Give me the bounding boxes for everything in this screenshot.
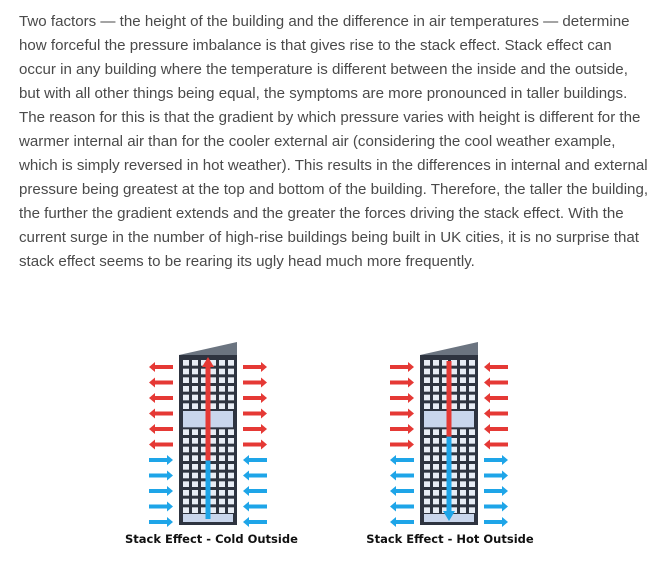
window xyxy=(192,386,198,392)
window xyxy=(228,403,234,409)
air-arrow xyxy=(249,458,267,462)
window xyxy=(451,455,457,461)
air-arrow xyxy=(155,381,173,385)
window xyxy=(451,464,457,470)
window xyxy=(433,438,439,444)
air-arrow-head xyxy=(149,378,155,388)
window xyxy=(183,473,189,479)
window xyxy=(210,455,216,461)
air-arrow-head xyxy=(408,378,414,388)
window xyxy=(469,438,475,444)
window xyxy=(460,395,466,401)
air-arrow xyxy=(243,412,261,416)
air-arrow xyxy=(484,505,502,509)
window xyxy=(210,438,216,444)
window xyxy=(424,377,430,383)
air-arrow xyxy=(249,505,267,509)
air-arrow-head xyxy=(243,517,249,527)
air-arrow xyxy=(149,458,167,462)
air-arrow-head xyxy=(408,409,414,419)
window xyxy=(460,377,466,383)
window xyxy=(469,455,475,461)
air-arrow xyxy=(155,427,173,431)
window xyxy=(192,395,198,401)
air-arrow-head xyxy=(167,455,173,465)
window xyxy=(469,447,475,453)
window xyxy=(433,447,439,453)
window xyxy=(219,438,225,444)
window xyxy=(210,481,216,487)
air-arrow-head xyxy=(243,455,249,465)
window xyxy=(460,499,466,505)
air-arrow xyxy=(249,520,267,524)
window xyxy=(192,438,198,444)
window xyxy=(424,464,430,470)
air-arrow xyxy=(390,443,408,447)
window xyxy=(451,447,457,453)
window xyxy=(451,360,457,366)
air-arrow xyxy=(243,443,261,447)
window xyxy=(433,481,439,487)
window xyxy=(210,395,216,401)
window xyxy=(424,360,430,366)
window xyxy=(192,369,198,375)
air-arrow xyxy=(149,474,167,478)
window xyxy=(469,490,475,496)
window xyxy=(451,429,457,435)
window xyxy=(228,369,234,375)
window xyxy=(219,499,225,505)
air-arrow-head xyxy=(502,502,508,512)
air-arrow-head xyxy=(149,409,155,419)
window xyxy=(192,490,198,496)
window xyxy=(433,507,439,513)
window xyxy=(210,499,216,505)
air-arrow xyxy=(490,381,508,385)
window xyxy=(228,507,234,513)
air-arrow xyxy=(490,412,508,416)
air-arrow xyxy=(484,489,502,493)
window xyxy=(460,438,466,444)
window xyxy=(183,455,189,461)
hot-building-illustration xyxy=(366,330,534,530)
window xyxy=(219,403,225,409)
air-arrow xyxy=(484,474,502,478)
window xyxy=(469,403,475,409)
air-arrow xyxy=(490,427,508,431)
window xyxy=(469,386,475,392)
air-arrow xyxy=(149,489,167,493)
air-arrow xyxy=(390,427,408,431)
window xyxy=(192,429,198,435)
window xyxy=(210,464,216,470)
window xyxy=(424,386,430,392)
window xyxy=(451,481,457,487)
window xyxy=(460,455,466,461)
air-arrow xyxy=(396,520,414,524)
window xyxy=(228,386,234,392)
window xyxy=(183,386,189,392)
air-arrow-head xyxy=(243,486,249,496)
air-arrow-head xyxy=(243,502,249,512)
window xyxy=(183,395,189,401)
window xyxy=(469,499,475,505)
air-arrow xyxy=(243,381,261,385)
window xyxy=(228,429,234,435)
hot-figure-caption: Stack Effect - Hot Outside xyxy=(366,532,534,546)
window xyxy=(228,481,234,487)
window xyxy=(228,490,234,496)
window xyxy=(183,403,189,409)
air-arrow xyxy=(390,381,408,385)
window xyxy=(424,369,430,375)
window xyxy=(210,447,216,453)
air-arrow xyxy=(155,412,173,416)
air-arrow-head xyxy=(408,393,414,403)
window xyxy=(183,438,189,444)
window xyxy=(192,377,198,383)
window xyxy=(183,429,189,435)
cold-figure-caption: Stack Effect - Cold Outside xyxy=(125,532,298,546)
air-arrow-head xyxy=(408,424,414,434)
window xyxy=(228,377,234,383)
air-arrow-head xyxy=(484,409,490,419)
window xyxy=(424,455,430,461)
window xyxy=(219,455,225,461)
air-arrow-head xyxy=(261,378,267,388)
window xyxy=(469,360,475,366)
air-arrow xyxy=(243,365,261,369)
window xyxy=(210,369,216,375)
air-arrow-head xyxy=(167,471,173,481)
air-arrow-head xyxy=(502,486,508,496)
air-arrow-head xyxy=(261,440,267,450)
window xyxy=(469,429,475,435)
window xyxy=(219,447,225,453)
window xyxy=(228,473,234,479)
window xyxy=(424,473,430,479)
roof xyxy=(179,342,237,355)
window xyxy=(228,455,234,461)
window xyxy=(219,377,225,383)
window xyxy=(219,464,225,470)
window xyxy=(460,429,466,435)
air-arrow-head xyxy=(390,471,396,481)
window xyxy=(451,369,457,375)
air-arrow xyxy=(243,427,261,431)
air-arrow xyxy=(149,505,167,509)
window xyxy=(183,481,189,487)
window xyxy=(469,507,475,513)
window xyxy=(210,377,216,383)
window xyxy=(183,464,189,470)
window xyxy=(469,395,475,401)
window xyxy=(192,481,198,487)
window xyxy=(460,464,466,470)
article-paragraph: Two factors — the height of the building and the difference in air temperatures — determine how forceful the pressure imbalance is that gives rise to the stack effect. Stack effect can occur in any building where the temperature is different between the inside and the outside, but with all other things being equal, the symptoms are more pronounced in taller buildings. The reason for this is that the gradient by which pressure varies with height is different for the warmer internal air than for the cooler external air (considering the cool weather example, which is simply reversed in hot weather). This results in the differences in internal and external pressure being greatest at the top and bottom of the building. Therefore, the taller the building, the further the gradient extends and the greater the forces driving the stack effect. With the current surge in the number of high-rise buildings being built in UK cities, it is no surprise that stack effect seems to be rearing its ugly head much more frequently. xyxy=(19,13,649,270)
window xyxy=(424,429,430,435)
window xyxy=(451,395,457,401)
air-arrow-head xyxy=(261,393,267,403)
window xyxy=(192,507,198,513)
window xyxy=(433,464,439,470)
window xyxy=(219,395,225,401)
window xyxy=(228,395,234,401)
window xyxy=(192,473,198,479)
air-arrow-head xyxy=(261,409,267,419)
air-arrow-head xyxy=(502,471,508,481)
air-arrow-head xyxy=(390,486,396,496)
air-arrow-head xyxy=(149,440,155,450)
air-arrow xyxy=(249,474,267,478)
air-arrow-head xyxy=(261,362,267,372)
window xyxy=(424,481,430,487)
window xyxy=(460,473,466,479)
window xyxy=(433,490,439,496)
air-arrow-head xyxy=(502,517,508,527)
window xyxy=(469,377,475,383)
air-arrow-head xyxy=(502,455,508,465)
window xyxy=(424,447,430,453)
window xyxy=(460,386,466,392)
air-arrow-head xyxy=(167,517,173,527)
window xyxy=(219,507,225,513)
window xyxy=(219,481,225,487)
air-arrow-head xyxy=(484,378,490,388)
air-arrow xyxy=(490,365,508,369)
air-arrow xyxy=(390,396,408,400)
window xyxy=(183,360,189,366)
window xyxy=(183,447,189,453)
window xyxy=(433,377,439,383)
window xyxy=(228,464,234,470)
air-arrow xyxy=(243,396,261,400)
window xyxy=(183,369,189,375)
window xyxy=(451,403,457,409)
window xyxy=(219,490,225,496)
window xyxy=(469,369,475,375)
window xyxy=(469,464,475,470)
window xyxy=(183,507,189,513)
window xyxy=(433,369,439,375)
window xyxy=(192,403,198,409)
air-arrow-head xyxy=(149,362,155,372)
window xyxy=(460,507,466,513)
window xyxy=(433,395,439,401)
air-arrow-head xyxy=(484,362,490,372)
window xyxy=(460,403,466,409)
window xyxy=(424,499,430,505)
air-arrow-head xyxy=(484,424,490,434)
air-arrow-head xyxy=(408,362,414,372)
air-arrow xyxy=(390,412,408,416)
window xyxy=(433,403,439,409)
window xyxy=(460,360,466,366)
window xyxy=(228,499,234,505)
window xyxy=(210,386,216,392)
window xyxy=(460,447,466,453)
window xyxy=(460,369,466,375)
air-arrow xyxy=(396,489,414,493)
window xyxy=(183,377,189,383)
roof xyxy=(420,342,478,355)
window xyxy=(228,447,234,453)
window xyxy=(469,481,475,487)
air-arrow xyxy=(390,365,408,369)
window xyxy=(451,499,457,505)
air-arrow xyxy=(490,443,508,447)
air-arrow-head xyxy=(390,502,396,512)
window xyxy=(210,403,216,409)
window xyxy=(219,429,225,435)
window xyxy=(228,360,234,366)
air-arrow-head xyxy=(243,471,249,481)
window xyxy=(460,490,466,496)
window xyxy=(424,507,430,513)
window xyxy=(424,438,430,444)
window xyxy=(451,377,457,383)
air-arrow-head xyxy=(408,440,414,450)
window xyxy=(451,386,457,392)
air-arrow xyxy=(490,396,508,400)
window xyxy=(219,473,225,479)
window xyxy=(424,490,430,496)
air-arrow xyxy=(149,520,167,524)
window xyxy=(192,455,198,461)
air-arrow-head xyxy=(167,486,173,496)
window xyxy=(210,490,216,496)
window xyxy=(433,499,439,505)
window xyxy=(433,386,439,392)
air-arrow-head xyxy=(484,393,490,403)
window xyxy=(451,438,457,444)
window xyxy=(460,481,466,487)
window xyxy=(433,429,439,435)
window xyxy=(424,395,430,401)
window xyxy=(210,429,216,435)
air-arrow-head xyxy=(261,424,267,434)
window xyxy=(433,360,439,366)
window xyxy=(433,455,439,461)
window xyxy=(192,499,198,505)
window xyxy=(469,473,475,479)
window xyxy=(192,464,198,470)
air-arrow xyxy=(484,458,502,462)
window xyxy=(433,473,439,479)
air-arrow xyxy=(484,520,502,524)
air-arrow-head xyxy=(149,424,155,434)
window xyxy=(424,403,430,409)
window xyxy=(451,490,457,496)
air-arrow xyxy=(396,474,414,478)
air-arrow-head xyxy=(149,393,155,403)
cold-building-illustration xyxy=(125,330,293,530)
air-arrow xyxy=(155,396,173,400)
window xyxy=(183,499,189,505)
window xyxy=(192,360,198,366)
air-arrow-head xyxy=(167,502,173,512)
air-arrow-head xyxy=(390,455,396,465)
window xyxy=(451,473,457,479)
air-arrow xyxy=(396,458,414,462)
air-arrow xyxy=(249,489,267,493)
air-arrow xyxy=(155,443,173,447)
window xyxy=(192,447,198,453)
air-arrow xyxy=(155,365,173,369)
window xyxy=(183,490,189,496)
air-arrow-head xyxy=(484,440,490,450)
window xyxy=(219,369,225,375)
air-arrow xyxy=(396,505,414,509)
window xyxy=(219,386,225,392)
window xyxy=(210,473,216,479)
window xyxy=(210,507,216,513)
air-arrow-head xyxy=(390,517,396,527)
window xyxy=(228,438,234,444)
window xyxy=(219,360,225,366)
